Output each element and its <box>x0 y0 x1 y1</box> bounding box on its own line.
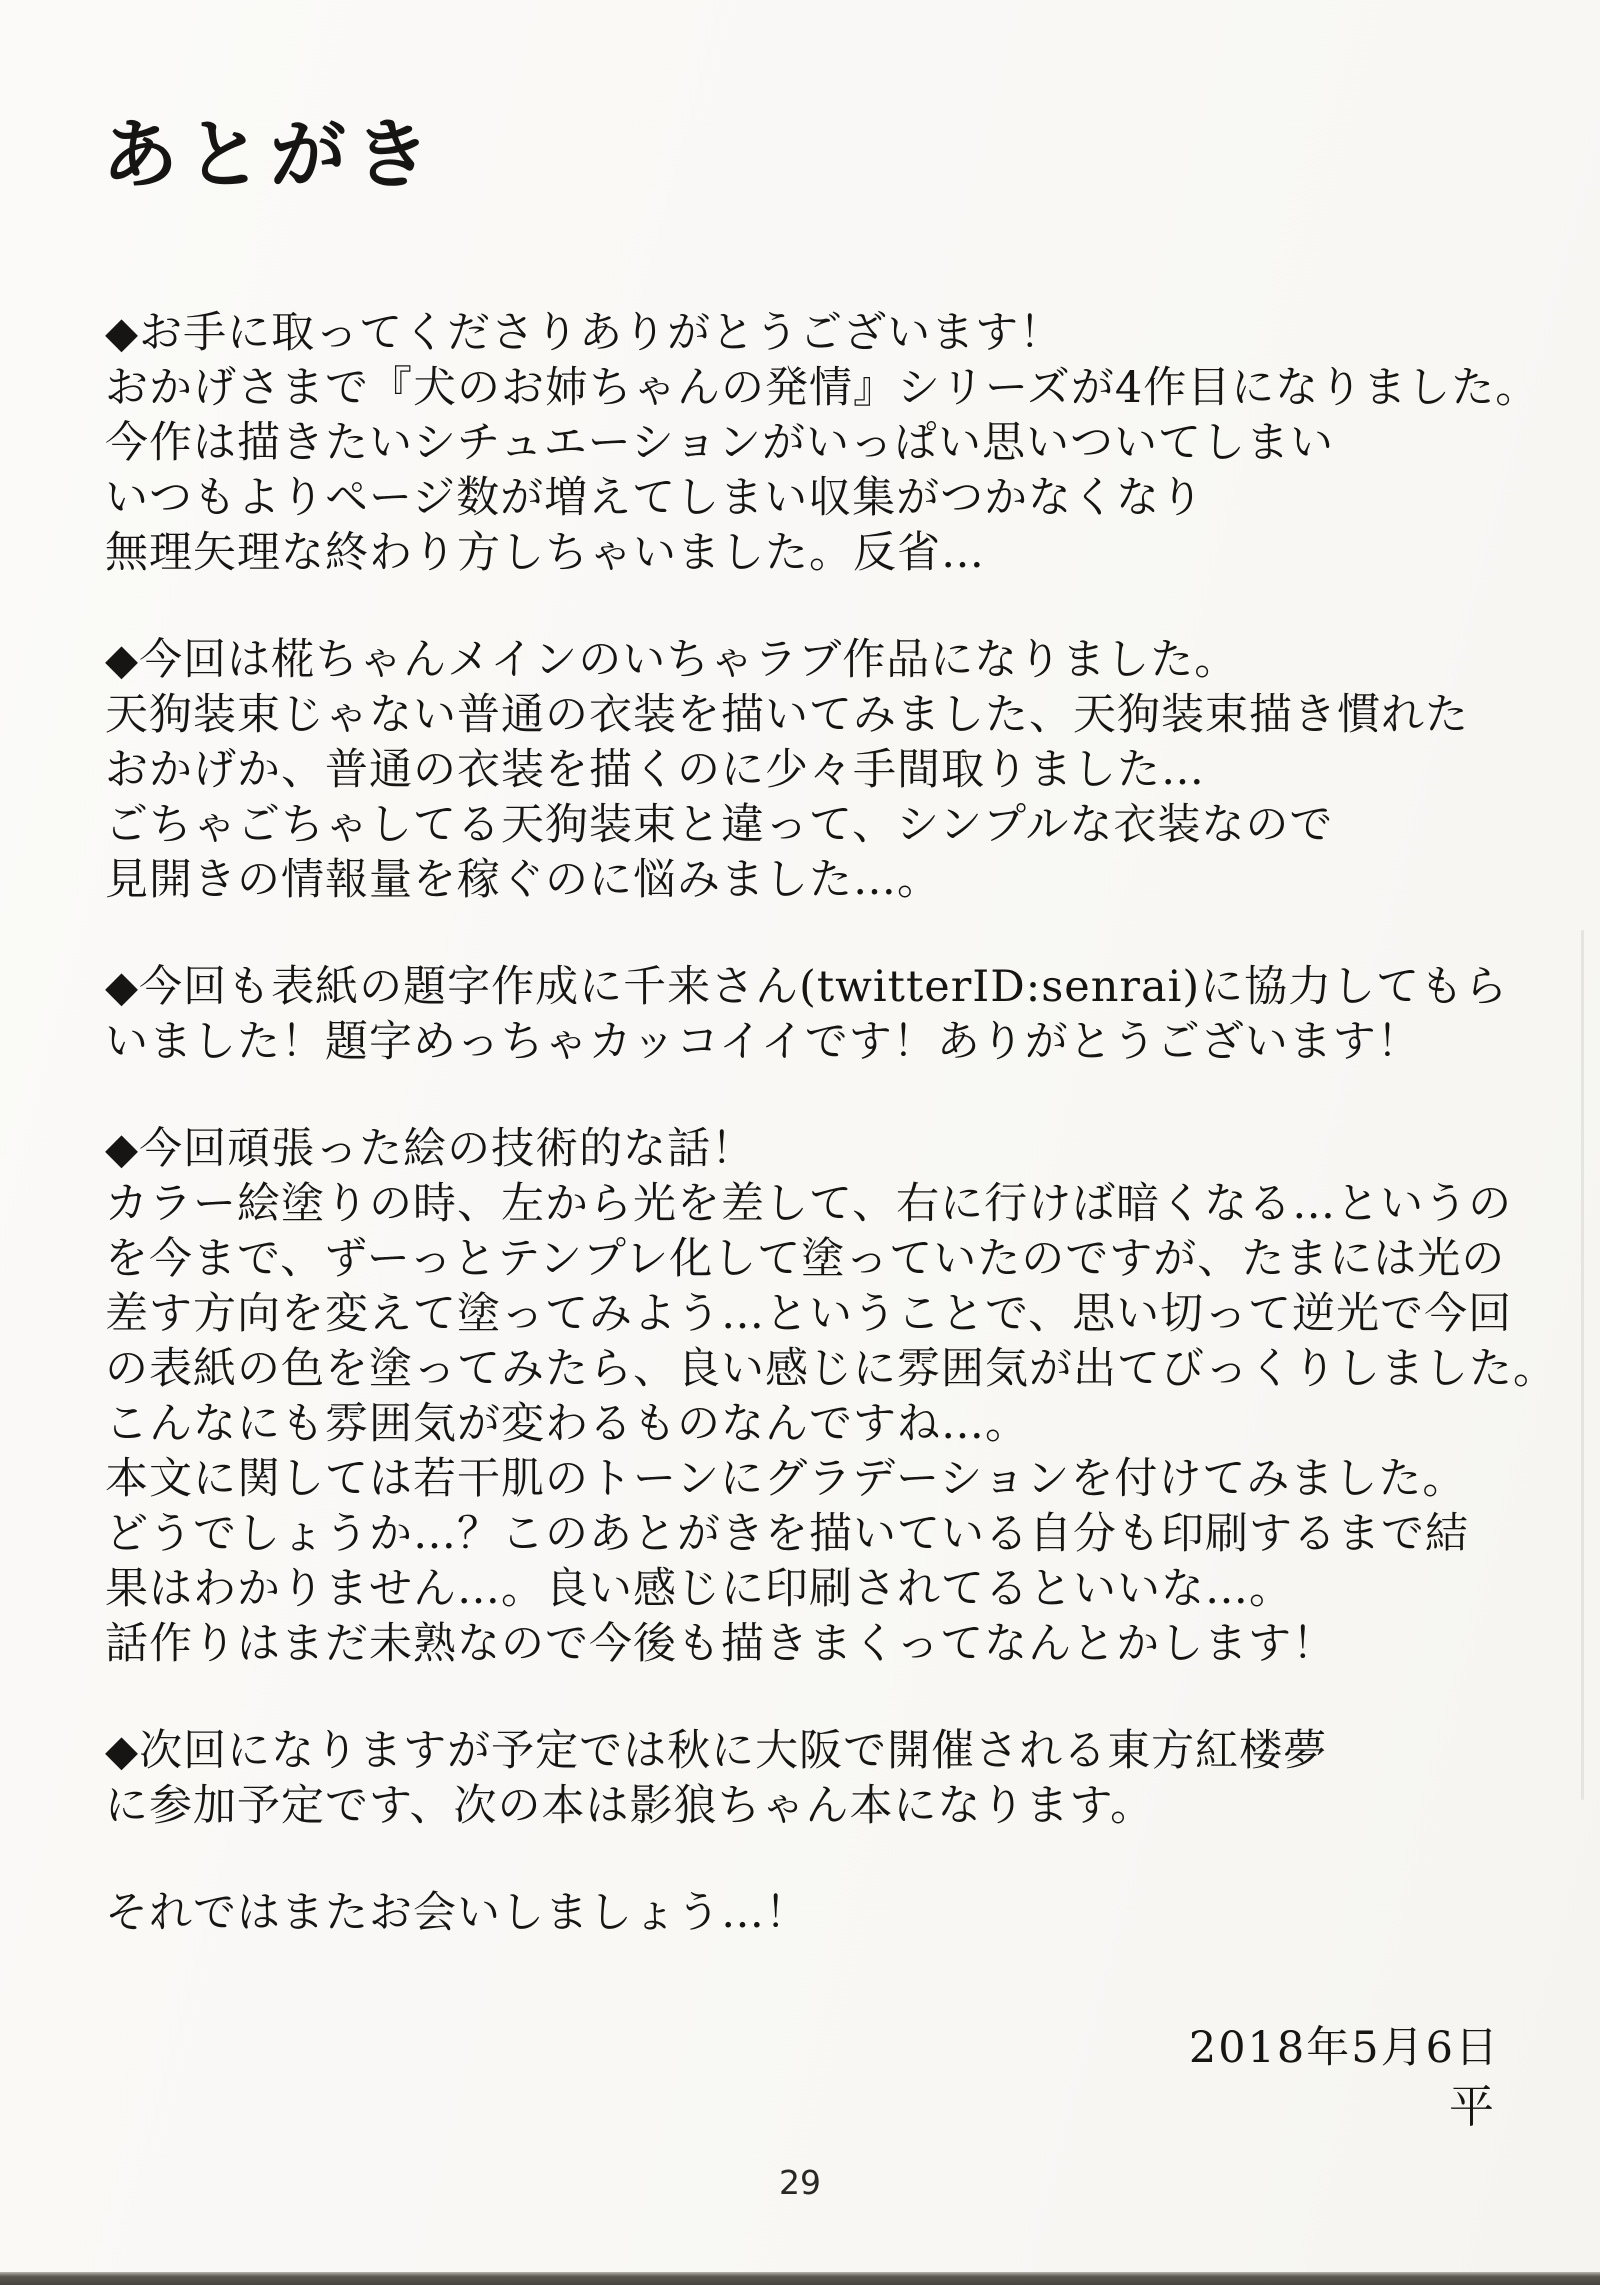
paragraph <box>105 1886 1535 1941</box>
paragraph <box>105 1724 1535 1834</box>
page-number: 29 <box>779 2163 821 2202</box>
text-line: の表紙の色を塗ってみたら、良い感じに雰囲気が出てびっくりしました。 <box>105 1344 1557 1394</box>
text-line: ◆今回も表紙の題字作成に千来さん(twitterID:senrai)に協力してもら <box>105 962 1509 1012</box>
text-line: カラー絵塗りの時、左から光を差して、右に行けば暗くなる…というの <box>105 1179 1513 1229</box>
text-line: 果はわかりません…。良い感じに印刷されてるといいな…。 <box>105 1564 1293 1614</box>
text-line: おかげさまで『犬のお姉ちゃんの発情』シリーズが4作目になりました。 <box>105 363 1540 413</box>
text-line: それではまたお会いしましょう…！ <box>105 1888 809 1938</box>
text-line: 見開きの情報量を稼ぐのに悩みました…。 <box>105 855 941 905</box>
text-line: どうでしょうか…？このあとがきを描いている自分も印刷するまで結 <box>105 1509 1469 1559</box>
text-line: 無理矢理な終わり方しちゃいました。反省… <box>105 528 985 578</box>
text-line: 今作は描きたいシチュエーションがいっぱい思いついてしまい <box>105 418 1334 468</box>
paragraph <box>105 1122 1557 1672</box>
text-line: を今まで、ずーっとテンプレ化して塗っていたのですが、たまには光の <box>105 1234 1506 1284</box>
text-line: 本文に関しては若干肌のトーンにグラデーションを付けてみました。 <box>105 1454 1467 1504</box>
paragraph <box>105 960 1535 1070</box>
text-line: 天狗装束じゃない普通の衣装を描いてみました、天狗装束描き慣れた <box>105 690 1469 740</box>
text-line: に参加予定です、次の本は影狼ちゃん本になります。 <box>105 1781 1155 1831</box>
body-text <box>105 306 1557 1993</box>
date-line: 2018年5月6日 <box>1188 2023 1500 2073</box>
author-signature: 平 <box>1448 2080 1494 2133</box>
paragraph <box>105 633 1535 908</box>
text-line: ◆今回頑張った絵の技術的な話！ <box>105 1124 756 1174</box>
text-line: いつもよりページ数が増えてしまい収集がつかなくなり <box>105 473 1205 523</box>
scan-artifact-bottom-edge <box>0 2272 1600 2285</box>
page-title: あとがき <box>102 110 438 199</box>
text-line: いました！題字めっちゃカッコイイです！ありがとうございます！ <box>105 1017 1421 1067</box>
paragraph <box>105 306 1540 581</box>
text-line: ◆お手に取ってくださりありがとうございます！ <box>105 308 1064 358</box>
scan-artifact-right-streak <box>1581 930 1584 1800</box>
text-line: 差す方向を変えて塗ってみよう…ということで、思い切って逆光で今回 <box>105 1289 1513 1339</box>
text-line: ごちゃごちゃしてる天狗装束と違って、シンプルな衣装なので <box>105 800 1334 850</box>
text-line: 話作りはまだ未熟なので今後も描きまくってなんとかします！ <box>105 1619 1337 1669</box>
text-line: ◆次回になりますが予定では秋に大阪で開催される東方紅楼夢 <box>105 1726 1328 1776</box>
text-line: ◆今回は椛ちゃんメインのいちゃラブ作品になりました。 <box>105 635 1239 685</box>
text-line: おかげか、普通の衣装を描くのに少々手間取りました… <box>105 745 1205 795</box>
text-line: こんなにも雰囲気が変わるものなんですね…。 <box>105 1399 1029 1449</box>
